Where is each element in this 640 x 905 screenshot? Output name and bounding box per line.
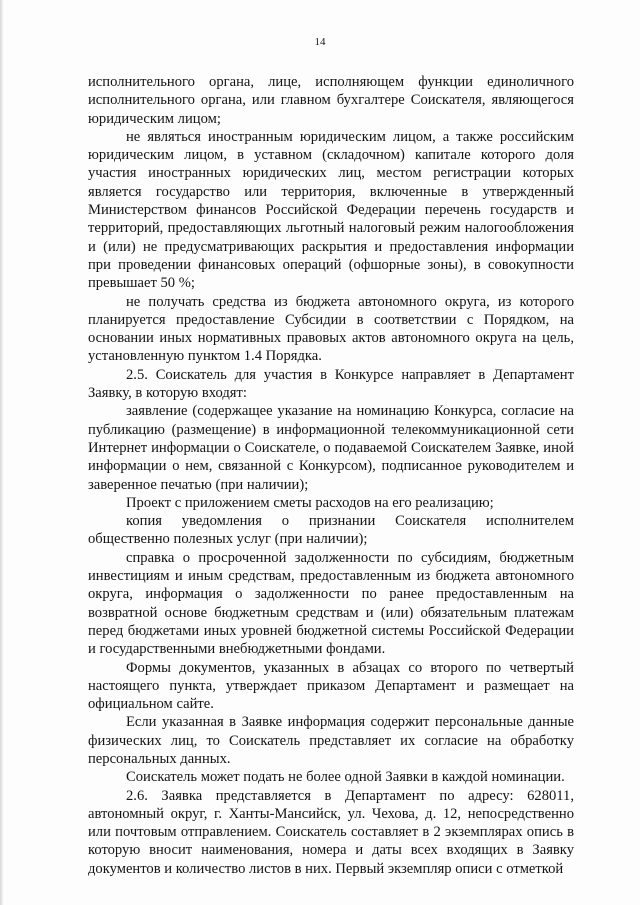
page-number: 14 [314,36,326,48]
paragraph-4: 2.5. Соискатель для участия в Конкурсе направляет в Департамент Заявку, в которую входят: [88,366,574,402]
paragraph-9: Формы документов, указанных в абзацах со второго по четвертый настоящего пункта, утверждает приказом Департамент и размещает на официальном сайте. [88,659,574,713]
paragraph-7: копия уведомления о признании Соискателя исполнителем общественно полезных услуг (при наличии); [88,513,574,548]
document-body [88,73,574,878]
paragraph-11: Соискатель может подать не более одной Заявки в каждой номинации. [126,769,565,786]
paragraph-5: заявление (содержащее указание на номинацию Конкурса, согласие на публикацию (размещение) в информационной телекоммуникационной сети Интернет информации о Соискателе, о подаваемой Соискателем Заявке, иной информации о нем, связанной с Конкурсом), подписанное руководителем и заверенное печатью (при наличии); [88,403,574,493]
paragraph-6: Проект с приложением сметы расходов на его реализацию; [126,494,494,511]
paragraph-2: не являться иностранным юридическим лицом, а также российским юридическим лицом, в уставном (складочном) капитале которого доля участия иностранных юридических лиц, местом регистрации которых является государство или территория, включенные в утвержденный Министерством финансов Российской Федерации перечень государств и территорий, предоставляющих льготный налоговый режим налогообложения и (или) не предусматривающих раскрытия и предоставления информации при проведении финансовых операций (офшорные зоны), в совокупности превышает 50 %; [88,128,574,292]
paragraph-1: исполнительного органа, лице, исполняющем функции единоличного исполнительного органа, или главном бухгалтере Соискателя, являющегося юридическим лицом; [88,74,574,127]
paragraph-3: не получать средства из бюджета автономного округа, из которого планируется предоставление Субсидии в соответствии с Порядком, на основании иных нормативных правовых актов автономного округа на цель, установленную пунктом 1.4 Порядка. [88,293,574,365]
paragraph-8: справка о просроченной задолженности по субсидиям, бюджетным инвестициям и иным средствам, предоставленным из бюджета автономного округа, информация о задолженности по ранее предоставленным на возвратной основе бюджетным средствам и (или) обязательным платежам перед бюджетами иных уровней бюджетной системы Российской Федерации и государственными внебюджетными фондами. [88,549,574,658]
paragraph-10: Если указанная в Заявке информация содержит персональные данные физических лиц, то Соискатель представляет их согласие на обработку персональных данных. [88,714,574,767]
scan-edge [0,0,3,905]
paragraph-12: 2.6. Заявка представляется в Департамент по адресу: 628011, автономный округ, г. Ханты-Мансийск, ул. Чехова, д. 12, непосредственно или почтовым отправлением. Соискатель составляет в 2 экземплярах опись в которую вносит наименования, номера и даты всех входящих в Заявку документов и количество листов в них. Первый экземпляр описи с отметкой [88,787,574,877]
